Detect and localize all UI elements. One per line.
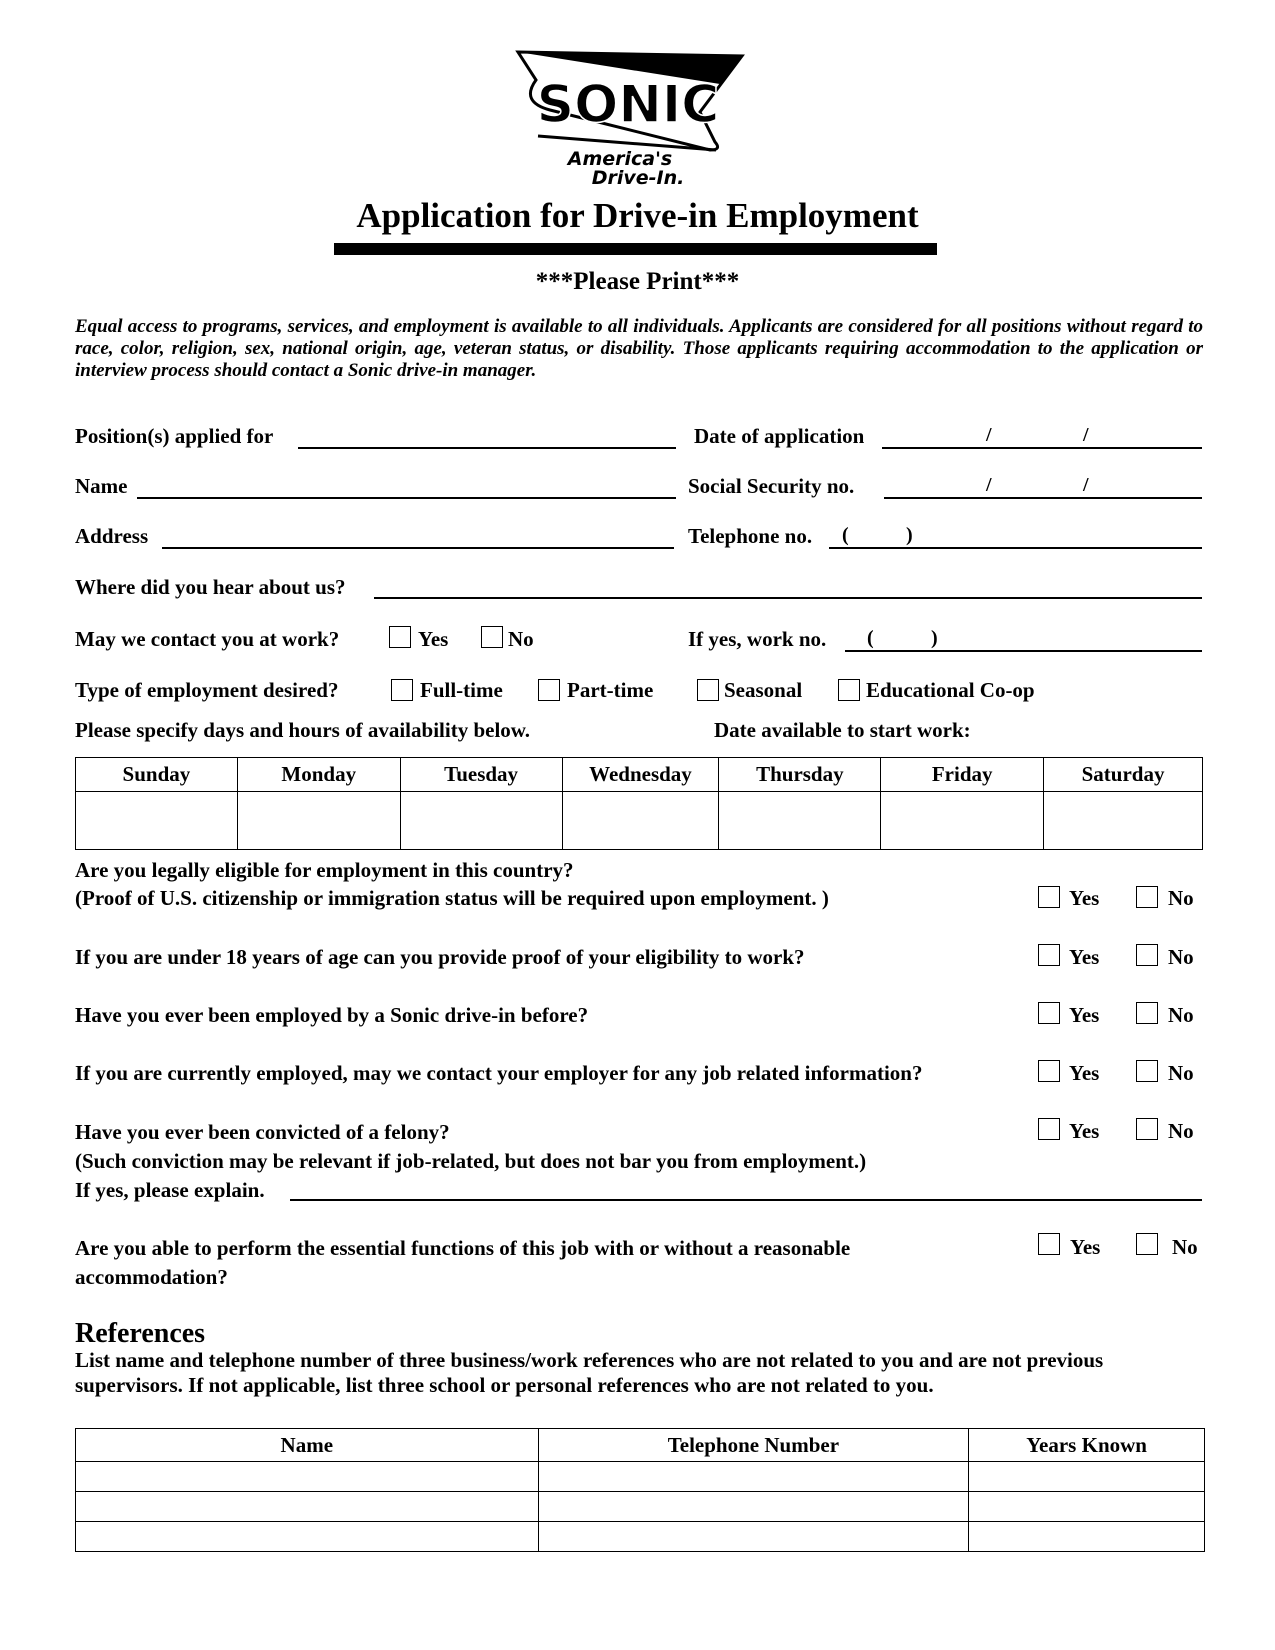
work-no-label: If yes, work no. [688, 627, 827, 651]
eeo-statement: Equal access to programs, services, and employment is available to all individuals. Applicants are considered for all positions without regard to race, color, religion, sex, national origin, age, veteran status, or disability. Those applicants requiring accommodation to the application or interview process should contact a Sonic drive-in manager. [75, 316, 1203, 381]
availability-cell-thursday[interactable] [719, 792, 881, 850]
contact-at-work-no-checkbox[interactable] [481, 626, 503, 648]
eligible-yes-checkbox[interactable] [1038, 886, 1060, 908]
coop-checkbox[interactable] [838, 679, 860, 701]
felony-no-label: No [1168, 1119, 1194, 1143]
full-time-checkbox[interactable] [391, 679, 413, 701]
full-time-label: Full-time [420, 678, 503, 702]
availability-cell-monday[interactable] [237, 792, 400, 850]
reference-name-cell[interactable] [76, 1522, 539, 1552]
area-code-open-paren: ( [842, 524, 849, 546]
date-of-application-label: Date of application [694, 424, 865, 448]
day-header-sunday: Sunday [76, 758, 238, 792]
ssn-separator: / [986, 474, 992, 496]
sonic-logo [510, 50, 760, 190]
reference-name-cell[interactable] [76, 1462, 539, 1492]
day-header-wednesday: Wednesday [562, 758, 719, 792]
name-field[interactable] [137, 497, 676, 499]
ssn-separator: / [1083, 474, 1089, 496]
availability-label: Please specify days and hours of availability below. [75, 718, 531, 742]
felony-yes-label: Yes [1069, 1119, 1100, 1143]
position-field[interactable] [298, 447, 676, 449]
under18-question: If you are under 18 years of age can you provide proof of your eligibility to work? [75, 945, 805, 969]
contact-at-work-label: May we contact you at work? [75, 627, 340, 651]
eligible-no-checkbox[interactable] [1136, 886, 1158, 908]
please-print-note: ***Please Print*** [535, 268, 740, 295]
availability-cell-saturday[interactable] [1044, 792, 1203, 850]
felony-question: Have you ever been convicted of a felony? [75, 1120, 450, 1144]
references-col-name: Name [76, 1429, 539, 1462]
date-available-label: Date available to start work: [714, 718, 971, 742]
eligible-yes-label: Yes [1069, 886, 1100, 910]
reference-name-cell[interactable] [76, 1492, 539, 1522]
felony-no-checkbox[interactable] [1136, 1118, 1158, 1140]
under18-yes-label: Yes [1069, 945, 1100, 969]
work-no-field[interactable] [845, 650, 1202, 652]
prior-sonic-yes-label: Yes [1069, 1003, 1100, 1027]
contact-employer-yes-label: Yes [1069, 1061, 1100, 1085]
name-label: Name [75, 474, 128, 498]
availability-cell-wednesday[interactable] [562, 792, 719, 850]
part-time-label: Part-time [567, 678, 654, 702]
availability-cell-sunday[interactable] [76, 792, 238, 850]
contact-at-work-yes-label: Yes [418, 627, 449, 651]
contact-employer-question: If you are currently employed, may we contact your employer for any job related information? [75, 1061, 923, 1085]
references-heading: References [75, 1318, 206, 1349]
date-separator: / [1083, 424, 1089, 446]
area-code-close-paren: ) [906, 524, 913, 546]
felony-yes-checkbox[interactable] [1038, 1118, 1060, 1140]
work-area-code-open-paren: ( [867, 627, 874, 649]
essential-functions-question: Are you able to perform the essential functions of this job with or without a reasonable [75, 1236, 851, 1260]
reference-row [76, 1492, 1205, 1522]
contact-employer-yes-checkbox[interactable] [1038, 1060, 1060, 1082]
reference-years-cell[interactable] [969, 1462, 1205, 1492]
availability-cell-friday[interactable] [881, 792, 1044, 850]
address-field[interactable] [162, 547, 674, 549]
eligible-note: (Proof of U.S. citizenship or immigration status will be required upon employment. ) [75, 886, 829, 910]
references-table [75, 1428, 1205, 1552]
seasonal-label: Seasonal [724, 678, 803, 702]
felony-note: (Such conviction may be relevant if job-related, but does not bar you from employment.) [75, 1149, 867, 1173]
seasonal-checkbox[interactable] [697, 679, 719, 701]
under18-yes-checkbox[interactable] [1038, 944, 1060, 966]
references-col-years: Years Known [969, 1429, 1205, 1462]
availability-table [75, 757, 1203, 850]
ssn-field[interactable] [884, 497, 1202, 499]
title-divider [334, 243, 937, 255]
eligible-question: Are you legally eligible for employment in this country? [75, 858, 574, 882]
prior-sonic-no-checkbox[interactable] [1136, 1002, 1158, 1024]
availability-cell-tuesday[interactable] [400, 792, 562, 850]
page-title: Application for Drive-in Employment [356, 196, 919, 235]
coop-label: Educational Co-op [866, 678, 1035, 702]
day-header-saturday: Saturday [1044, 758, 1203, 792]
reference-telephone-cell[interactable] [538, 1492, 969, 1522]
where-heard-label: Where did you hear about us? [75, 575, 346, 599]
logo-tagline-1: America's [567, 148, 673, 170]
date-of-application-field[interactable] [882, 447, 1202, 449]
essential-yes-label: Yes [1070, 1235, 1101, 1259]
prior-sonic-no-label: No [1168, 1003, 1194, 1027]
reference-row [76, 1462, 1205, 1492]
references-instructions: List name and telephone number of three business/work references who are not related to you and are not previous supervisors. If not applicable, list three school or personal references who are not related to you. [75, 1348, 1104, 1397]
reference-years-cell[interactable] [969, 1522, 1205, 1552]
essential-no-label: No [1172, 1235, 1198, 1259]
contact-employer-no-checkbox[interactable] [1136, 1060, 1158, 1082]
availability-header-row [76, 758, 1203, 792]
address-label: Address [75, 524, 149, 548]
logo-tagline-2: Drive-In. [591, 167, 685, 189]
contact-employer-no-label: No [1168, 1061, 1194, 1085]
prior-sonic-question: Have you ever been employed by a Sonic drive-in before? [75, 1003, 589, 1027]
essential-functions-question-cont: accommodation? [75, 1265, 228, 1289]
under18-no-checkbox[interactable] [1136, 944, 1158, 966]
employment-type-label: Type of employment desired? [75, 678, 339, 702]
where-heard-field[interactable] [374, 597, 1202, 599]
essential-no-checkbox[interactable] [1136, 1233, 1158, 1255]
ssn-label: Social Security no. [688, 474, 855, 498]
felony-explain-label: If yes, please explain. [75, 1178, 265, 1202]
day-header-monday: Monday [237, 758, 400, 792]
reference-row [76, 1522, 1205, 1552]
availability-input-row [76, 792, 1203, 850]
reference-telephone-cell[interactable] [538, 1462, 969, 1492]
under18-no-label: No [1168, 945, 1194, 969]
felony-explain-field[interactable] [290, 1199, 1202, 1201]
essential-yes-checkbox[interactable] [1038, 1233, 1060, 1255]
position-label: Position(s) applied for [75, 424, 274, 448]
prior-sonic-yes-checkbox[interactable] [1038, 1002, 1060, 1024]
date-separator: / [986, 424, 992, 446]
references-header-row [76, 1429, 1205, 1462]
references-col-telephone: Telephone Number [538, 1429, 969, 1462]
day-header-tuesday: Tuesday [400, 758, 562, 792]
work-area-code-close-paren: ) [931, 627, 938, 649]
telephone-field[interactable] [829, 547, 1202, 549]
contact-at-work-no-label: No [508, 627, 534, 651]
logo-brand: SONIC [536, 75, 720, 135]
day-header-thursday: Thursday [719, 758, 881, 792]
reference-years-cell[interactable] [969, 1492, 1205, 1522]
part-time-checkbox[interactable] [538, 679, 560, 701]
eligible-no-label: No [1168, 886, 1194, 910]
telephone-label: Telephone no. [688, 524, 813, 548]
reference-telephone-cell[interactable] [538, 1522, 969, 1552]
contact-at-work-yes-checkbox[interactable] [389, 626, 411, 648]
day-header-friday: Friday [881, 758, 1044, 792]
